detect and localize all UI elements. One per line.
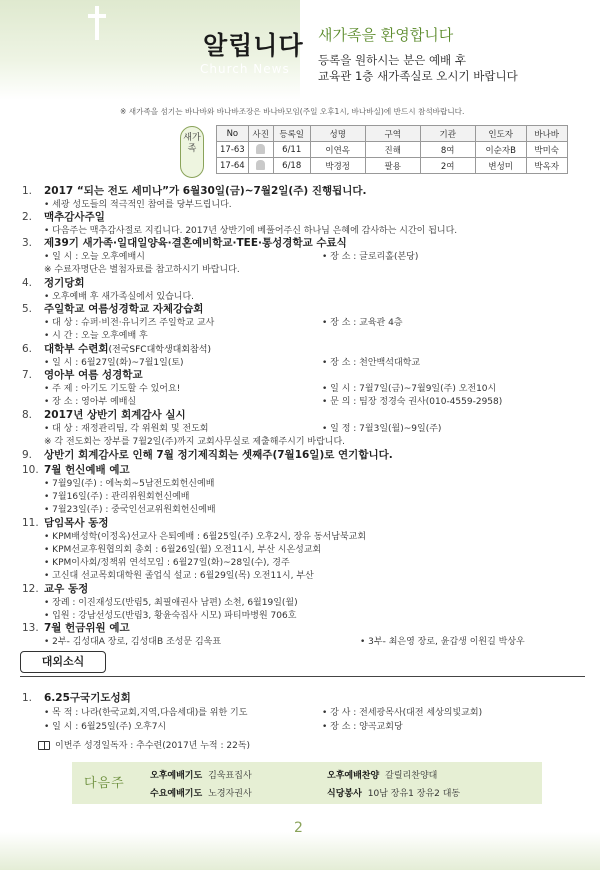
- footer-decoration: [0, 832, 600, 870]
- external-1-speaker: • 강 사 : 전세광목사(대전 세상의빛교회): [322, 708, 483, 718]
- page-subtitle: Church News: [200, 62, 290, 76]
- announcement-2-title: 2. 맥추감사주일: [22, 211, 105, 223]
- table-row: [217, 142, 568, 158]
- cell-guide: 이순자B: [475, 142, 526, 158]
- cell-no: 17-63: [217, 142, 249, 158]
- table-header-row: [217, 126, 568, 142]
- cell-org: 2여: [420, 158, 475, 174]
- col-header: 사진: [248, 126, 273, 142]
- welcome-line-1: 등록을 원하시는 분은 예배 후: [318, 53, 466, 67]
- announcement-11-line-4: • 고신대 선교목회대학원 졸업식 설교 : 6월29일(목) 오전11시, 부산: [44, 571, 314, 581]
- welcome-title: 새가족을 환영합니다: [318, 26, 454, 44]
- announcement-10-line-3: • 7월23일(주) : 중국인선교위원회헌신예배: [44, 505, 216, 515]
- cross-icon: [86, 6, 108, 40]
- announcement-1-title: 1. 2017 “되는 전도 세미나”가 6월30일(금)~7월2일(주) 진행됩니다.: [22, 185, 367, 197]
- table-row: [217, 158, 568, 174]
- announcement-8-target: • 대 상 : 재정관리팀, 각 위원회 및 전도회: [44, 424, 209, 434]
- cell-photo: [248, 142, 273, 158]
- announcement-7-title: 7. 영아부 여름 성경학교: [22, 369, 143, 381]
- welcome-line-2: 교육관 1층 새가족실로 오시기 바랍니다: [318, 69, 518, 83]
- announcement-3-note: ※ 수료자명단은 별첨자료를 참고하시기 바랍니다.: [44, 265, 240, 275]
- next-week-panel: [72, 762, 542, 804]
- cell-district: 팔용: [365, 158, 420, 174]
- announcement-5-title: 5. 주일학교 여름성경학교 자체강습회: [22, 303, 204, 315]
- cell-district: 진해: [365, 142, 420, 158]
- newcomer-badge: 새가족: [180, 126, 204, 178]
- announcement-7-date: • 일 시 : 7월7일(금)~7월9일(주) 오전10시: [322, 384, 497, 394]
- announcement-6-place: • 장 소 : 천안백석대학교: [322, 358, 421, 368]
- col-header: 등록일: [273, 126, 310, 142]
- announcement-11-title: 11. 담임목사 동정: [22, 517, 109, 529]
- announcement-4-title: 4. 정기당회: [22, 277, 85, 289]
- announcement-10-line-2: • 7월16일(주) : 관리위원회헌신예배: [44, 492, 190, 502]
- announcement-5-time: • 시 간 : 오늘 오후예배 후: [44, 331, 148, 341]
- announcement-7-theme: • 주 제 : 아기도 기도할 수 있어요!: [44, 384, 181, 394]
- announcement-5-place: • 장 소 : 교육관 4층: [322, 318, 403, 328]
- external-1-title: 1. 6.25구국기도성회: [22, 692, 131, 704]
- next-wed-prayer: 수요예배기도 노경자권사: [150, 789, 252, 799]
- cell-barnabas: 박옥자: [526, 158, 567, 174]
- newcomer-note: ※ 새가족을 섬기는 바나바와 바나바조장은 바나바모임(주일 오후1시, 바나바실)에 반드시 참석바랍니다.: [120, 107, 465, 116]
- next-pm-prayer: 오후예배기도 김욱표집사: [150, 771, 252, 781]
- announcement-2-detail: • 다음주는 맥추감사절로 지킵니다. 2017년 상반기에 베풀어주신 하나님 은혜에 감사하는 시간이 됩니다.: [44, 226, 458, 236]
- announcement-11-line-1: • KPM배성학(이정옥)선교사 은퇴예배 : 6월25일(주) 오후2시, 장유 동서남북교회: [44, 532, 367, 542]
- col-header: 성명: [310, 126, 365, 142]
- external-1-place: • 장 소 : 양곡교회당: [322, 722, 403, 732]
- col-header: 구역: [365, 126, 420, 142]
- announcement-8-note: ※ 각 전도회는 장부를 7월2일(주)까지 교회사무실로 제출해주시기 바랍니다.: [44, 437, 346, 447]
- section-divider: [20, 676, 585, 677]
- announcement-12-line-1: • 장례 : 이진재성도(반림5, 최필애권사 남편) 소천, 6월19일(월): [44, 598, 298, 608]
- announcement-3-place: • 장 소 : 글로리홀(본당): [322, 252, 419, 262]
- announcement-13-title: 13. 7월 헌금위원 예고: [22, 622, 130, 634]
- external-1-date: • 일 시 : 6월25일(주) 오후7시: [44, 722, 167, 732]
- next-week-label: 다음주: [84, 776, 125, 791]
- col-header: No: [217, 126, 249, 142]
- announcement-10-line-1: • 7월9일(주) : 에녹회~5남전도회헌신예배: [44, 479, 215, 489]
- cell-name: 이연옥: [310, 142, 365, 158]
- announcement-11-line-3: • KPM이사회/정책위 연석모임 : 6월27일(화)~28일(수), 경주: [44, 558, 290, 568]
- external-1-purpose: • 목 적 : 나라(한국교회,지역,다음세대)를 위한 기도: [44, 708, 248, 718]
- announcement-7-contact: • 문 의 : 팀장 정경숙 권사(010-4559-2958): [322, 397, 503, 407]
- cell-barnabas: 박미숙: [526, 142, 567, 158]
- col-header: 기관: [420, 126, 475, 142]
- cell-photo: [248, 158, 273, 174]
- announcement-10-title: 10. 7월 헌신예배 예고: [22, 464, 130, 476]
- announcement-11-line-2: • KPM선교후원협의회 총회 : 6월26일(월) 오전11시, 부산 시온성교회: [44, 545, 322, 555]
- page-number: 2: [294, 820, 303, 836]
- announcement-4-detail: • 오후예배 후 새가족실에서 있습니다.: [44, 292, 195, 302]
- cell-date: 6/11: [273, 142, 310, 158]
- cell-date: 6/18: [273, 158, 310, 174]
- announcement-6-detail: • 일 시 : 6월27일(화)~7월1일(토): [44, 358, 184, 368]
- person-photo-icon: [256, 160, 265, 170]
- book-icon: [38, 741, 50, 750]
- announcement-3-detail: • 일 시 : 오늘 오후예배시: [44, 252, 145, 262]
- announcement-12-line-2: • 입원 : 강남선성도(반림3, 황윤숙집사 시모) 파티마병원 706호: [44, 611, 297, 621]
- announcement-8-title: 8. 2017년 상반기 회계감사 실시: [22, 409, 186, 421]
- announcement-12-title: 12. 교우 동정: [22, 583, 89, 595]
- announcement-7-place: • 장 소 : 영아부 예배실: [44, 397, 137, 407]
- announcement-3-title: 3. 제39기 새가족·일대일양육·결혼예비학교·TEE·통성경학교 수료식: [22, 237, 347, 249]
- next-meal-service: 식당봉사 10남 장유1 장유2 대동: [327, 789, 461, 799]
- page-title: 알립니다: [203, 31, 304, 60]
- col-header: 바나바: [526, 126, 567, 142]
- announcement-9-title: 9. 상반기 회계감사로 인해 7월 정기제직회는 셋째주(7월16일)로 연기합니다.: [22, 449, 393, 461]
- newcomer-table: [216, 125, 568, 174]
- col-header: 인도자: [475, 126, 526, 142]
- person-photo-icon: [256, 144, 265, 154]
- announcement-1-detail: • 세광 성도들의 적극적인 참여를 당부드립니다.: [44, 200, 232, 210]
- cell-name: 박경정: [310, 158, 365, 174]
- bible-reading: 이번주 성경일독자 : 추수련(2017년 누적 : 22독): [38, 738, 250, 751]
- next-pm-praise: 오후예배찬양 갈릴리찬양대: [327, 771, 438, 781]
- section-label-external: 대외소식: [20, 651, 106, 673]
- announcement-6-title: 6. 대학부 수련회(전국SFC대학생대회참석): [22, 343, 211, 355]
- cell-guide: 변성미: [475, 158, 526, 174]
- cell-no: 17-64: [217, 158, 249, 174]
- announcement-13-line-1: • 2부- 김성대A 장로, 김성대B 조성문 김욱표: [44, 637, 222, 647]
- cell-org: 8여: [420, 142, 475, 158]
- announcement-13-line-2: • 3부- 최은영 장로, 윤갑생 이원길 박상우: [360, 637, 525, 647]
- announcement-5-detail: • 대 상 : 슈퍼·비전·유니키즈 주일학교 교사: [44, 318, 215, 328]
- announcement-8-schedule: • 일 정 : 7월3일(월)~9일(주): [322, 424, 442, 434]
